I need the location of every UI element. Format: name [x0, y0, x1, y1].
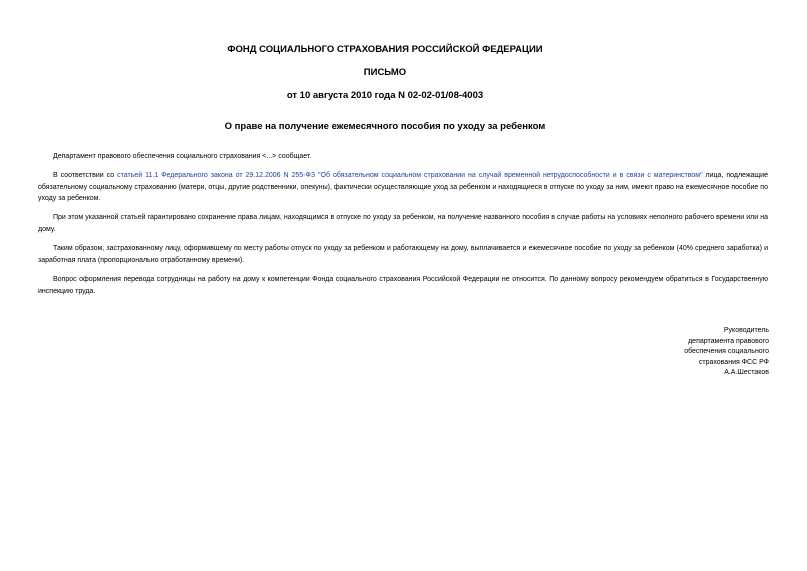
document-subject: О праве на получение ежемесячного пособия по уходу за ребенком — [224, 121, 546, 132]
document-date-number: от 10 августа 2010 года N 02-02-01/08-4003 — [286, 90, 484, 101]
signature-department-line3: страхования ФСС РФ — [698, 358, 769, 366]
paragraph-intro: Департамент правового обеспечения социального страхования <...> сообщает. — [53, 153, 312, 160]
organization-title: ФОНД СОЦИАЛЬНОГО СТРАХОВАНИЯ РОССИЙСКОЙ ФЕДЕРАЦИИ — [227, 44, 543, 55]
signatory-name: А.А.Шестаков — [724, 369, 769, 377]
paragraph-guarantee: При этом указанной статьей гарантировано сохранение права лицам, находящимся в отпуске по уходу за ребенком, на получение названного пособия в случае работы на условиях неполного рабочего времени или на дому. — [38, 214, 768, 233]
paragraph-recommendation: Вопрос оформления перевода сотрудницы на работу на дому к компетенции Фонда социального страхования Российской Федерации не относится. По данному вопросу рекомендуем обратиться в Государственную инспекцию труда. — [38, 276, 768, 295]
law-reference-link[interactable]: статьей 11.1 Федерального закона от 29.12.2006 N 255-ФЗ "Об обязательном социальном страховании на случай временной нетрудоспособности и в связи с материнством" — [117, 172, 703, 179]
paragraph-legal-basis-pre: В соответствии со — [53, 172, 118, 179]
signature-position: Руководитель — [723, 327, 769, 334]
signature-department-line1: департамента правового — [688, 337, 769, 345]
signature-block — [684, 326, 769, 379]
signature-department-line2: обеспечения социального — [684, 348, 769, 356]
paragraph-legal-basis — [38, 170, 768, 205]
document-type: ПИСЬМО — [363, 67, 407, 78]
paragraph-legal-basis-post: лица, подлежащие обязательному социальному страхованию (матери, отцы, другие родственники, опекуны), фактически осуществляющие уход за ребенком и находящиеся в отпуске по уходу за ним, имеют право на ежемесячное пособие по уходу за ребенком. — [38, 172, 768, 202]
paragraph-conclusion: Таким образом, застрахованному лицу, оформившему по месту работы отпуск по уходу за ребенком и работающему на дому, выплачивается и ежемесячное пособие по уходу за ребенком (40% среднего заработка) и заработная плата (пропорционально отработанному времени). — [38, 245, 768, 264]
